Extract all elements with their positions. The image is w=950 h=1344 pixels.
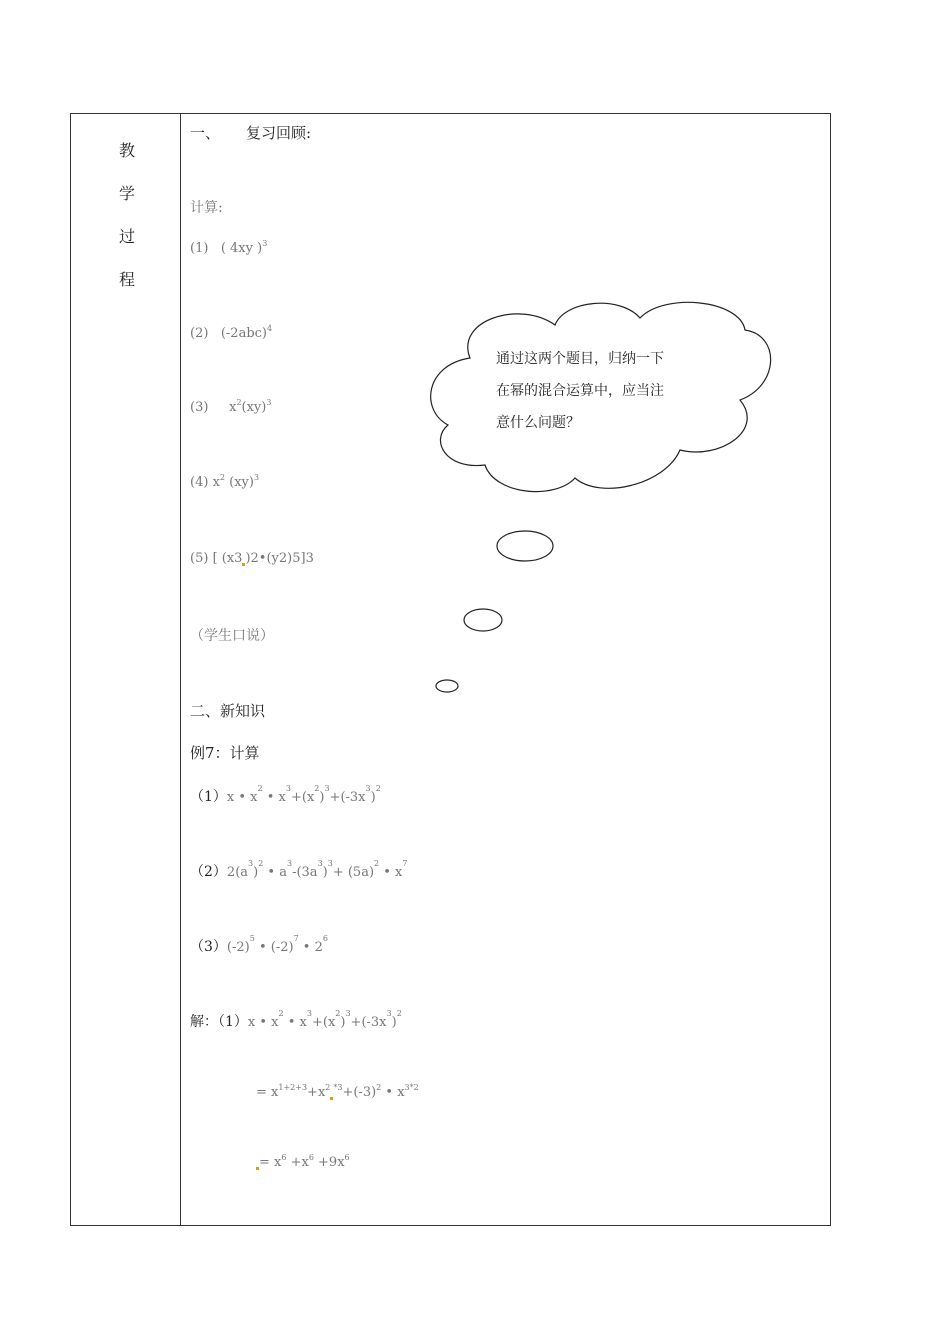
thought-bubble-large [497, 531, 553, 561]
solution-label: 解： [190, 1014, 218, 1030]
problem-number: （1） [218, 1014, 248, 1030]
thought-bubble-small [436, 680, 458, 692]
problem-number: （1） [190, 789, 227, 805]
solution-step-3: = $x^6 +x^6 +9x^6$ [256, 1155, 350, 1170]
exponent: 2 [219, 473, 225, 482]
item-number: (1) [190, 241, 209, 256]
review-intro: 计算: [190, 200, 223, 216]
item-number: (5) [190, 551, 209, 566]
item-number: (4) [190, 475, 209, 490]
review-heading-number: 一、 [190, 124, 221, 142]
exponent: 3 [266, 398, 272, 407]
side-label-char-1: 教 [119, 141, 136, 160]
item-number: (3) [190, 400, 209, 415]
cloud-line-2: 在幂的混合运算中，应当注 [496, 383, 664, 399]
cloud-line-3: 意什么问题？ [496, 415, 580, 431]
student-oral-note: （学生口说） [190, 628, 274, 644]
expression: [ (x3 [212, 551, 243, 566]
exponent: 3 [253, 473, 260, 482]
exponent: 2 [236, 398, 242, 407]
edit-mark [330, 1097, 333, 1100]
side-label-char-2: 学 [119, 184, 136, 203]
side-label-char-4: 程 [119, 270, 136, 289]
side-label-char-3: 过 [119, 227, 136, 246]
example-problem-3: $(3)(-2)^5$ • $(-2)^7$ • $2^6$ [190, 934, 328, 955]
thought-bubble-medium [464, 609, 502, 631]
expression: (xy) [229, 475, 254, 490]
expression: x [212, 475, 220, 490]
exponent: 3 [262, 239, 268, 248]
problem-number: （3） [190, 939, 227, 955]
expression: (xy) [241, 400, 267, 415]
cloud-line-1: 通过这两个题目，归纳一下 [496, 351, 664, 367]
example-problem-2: $(2)2(a^3)^2$ • $a^3-(3a^3)^3+ (5a)^2$ • $x^7$ [190, 859, 408, 880]
review-heading: 复习回顾: [246, 124, 312, 142]
item-number: (2) [190, 326, 209, 341]
example-title: 例7：计算 [190, 744, 260, 762]
solution-step-2: = $x^{1+2+3}+x^2$ $^{*3}+(-3)^2$ • $x^{3*2}$ [256, 1083, 419, 1100]
expression: )2•(y2)5]3 [245, 551, 314, 566]
cloud-question [496, 343, 664, 439]
exponent: 4 [267, 324, 273, 333]
expression: x [229, 400, 237, 415]
example-problem-1: （1）x • $x^2$ • $x^3+(x^2)^3+(-3x^3)^2$ [190, 784, 381, 805]
solution-step-1: 解：（1）x • $x^2$ • $x^3+(x^2)^3+(-3x^3)^2$ [190, 1009, 402, 1030]
new-knowledge-heading: 二、新知识 [190, 702, 266, 720]
expression: ( 4xy ) [220, 241, 263, 256]
expression: (-2abc) [220, 326, 267, 341]
problem-number: （2） [190, 864, 227, 880]
